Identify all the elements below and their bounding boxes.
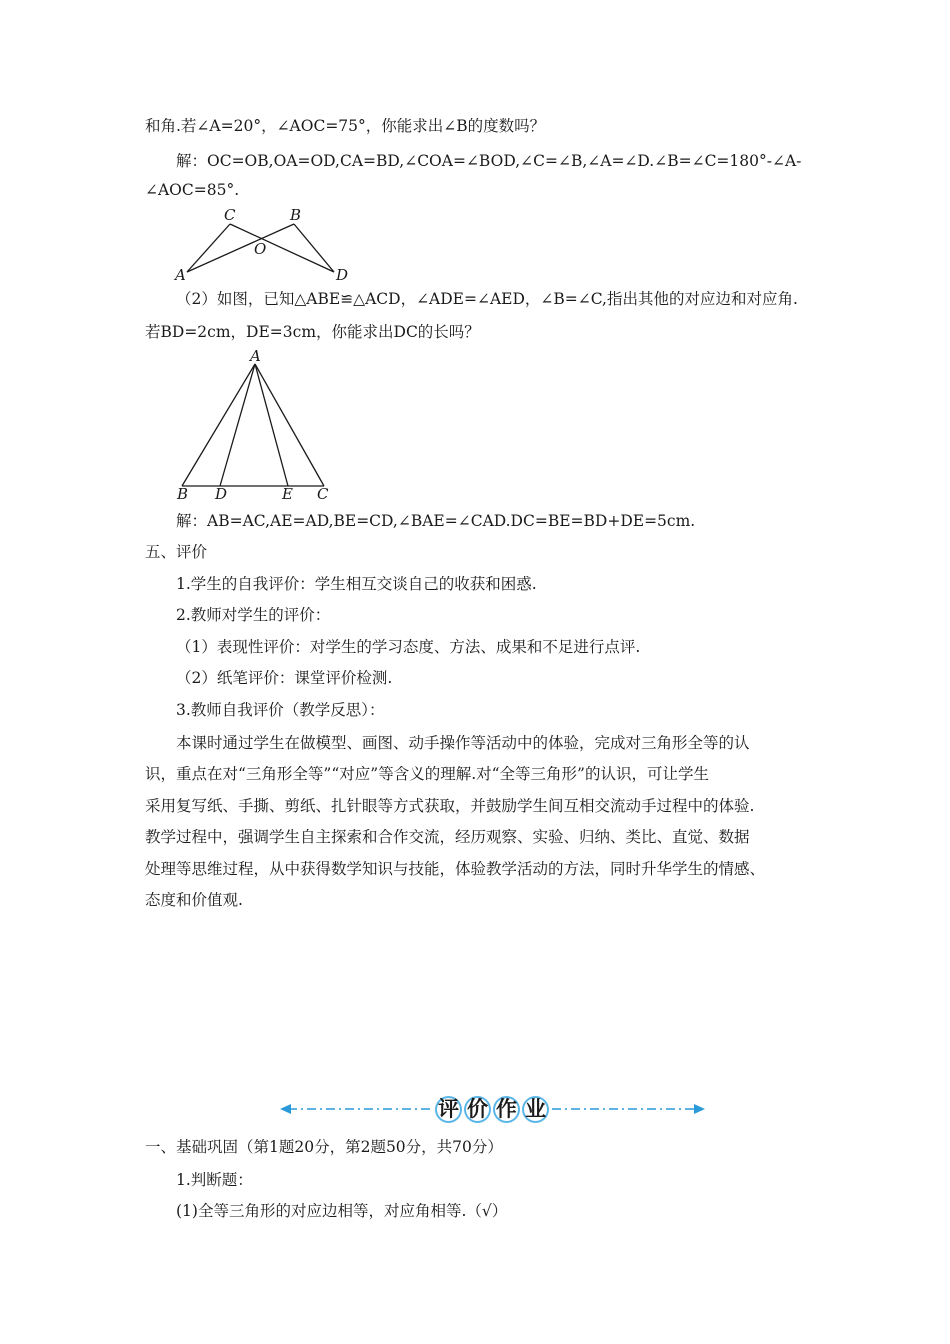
figure1-label-b: B <box>290 206 302 224</box>
figure2-label-b: B <box>177 485 189 503</box>
text-line: 2.教师对学生的评价： <box>176 606 331 624</box>
paragraph-line: 识，重点在对“三角形全等”“对应”等含义的理解.对“全等三角形”的认识，可让学生 <box>145 765 709 783</box>
figure1-label-c: C <box>224 206 236 224</box>
banner-char: 作 <box>493 1096 520 1123</box>
figure2-label-a: A <box>250 347 261 365</box>
text-line: 1.学生的自我评价：学生相互交谈自己的收获和困惑. <box>176 575 537 593</box>
text-line: ∠AOC=85°. <box>145 181 240 199</box>
paragraph-line: 态度和价值观. <box>145 891 243 909</box>
banner-char: 评 <box>435 1096 462 1123</box>
text-line: (1)全等三角形的对应边相等，对应角相等.（√） <box>176 1202 508 1220</box>
figure-crossed-triangles <box>170 204 360 284</box>
text-line: （2）如图，已知△ABE≌△ACD，∠ADE=∠AED，∠B=∠C,指出其他的对应边和对应角. <box>176 290 798 308</box>
text-line: 若BD=2cm，DE=3cm，你能求出DC的长吗？ <box>145 323 480 341</box>
banner-char: 价 <box>464 1096 491 1123</box>
banner-title <box>435 1095 549 1123</box>
section-heading: 一、基础巩固（第1题20分，第2题50分，共70分） <box>145 1138 503 1156</box>
figure2-label-e: E <box>282 485 293 503</box>
figure1-label-o: O <box>254 240 267 258</box>
figure2-label-d: D <box>215 485 228 503</box>
text-line: （2）纸笔评价：课堂评价检测. <box>176 669 393 687</box>
paragraph-line: 处理等思维过程，从中获得数学知识与技能，体验教学活动的方法，同时升华学生的情感、 <box>145 860 766 878</box>
figure2-label-c: C <box>317 485 329 503</box>
text-line: 3.教师自我评价（教学反思）： <box>176 701 385 719</box>
paragraph-line: 本课时通过学生在做模型、画图、动手操作等活动中的体验，完成对三角形全等的认 <box>176 734 750 752</box>
figure1-label-d: D <box>336 266 349 284</box>
text-line: 和角.若∠A=20°，∠AOC=75°，你能求出∠B的度数吗？ <box>145 117 546 135</box>
text-line: （1）表现性评价：对学生的学习态度、方法、成果和不足进行点评. <box>176 638 641 656</box>
figure-isosceles-triangle <box>170 346 340 504</box>
banner-char: 业 <box>522 1096 549 1123</box>
text-line: 1.判断题： <box>176 1171 253 1189</box>
figure1-label-a: A <box>175 266 186 284</box>
text-line: 解：OC=OB,OA=OD,CA=BD,∠COA=∠BOD,∠C=∠B,∠A=∠D.∠B=∠C=180°-∠A- <box>176 152 802 170</box>
paragraph-line: 教学过程中，强调学生自主探索和合作交流，经历观察、实验、归纳、类比、直觉、数据 <box>145 828 750 846</box>
text-line: 解：AB=AC,AE=AD,BE=CD,∠BAE=∠CAD.DC=BE=BD+DE=5cm. <box>176 512 696 530</box>
section-heading: 五、评价 <box>145 543 208 561</box>
paragraph-line: 采用复写纸、手撕、剪纸、扎针眼等方式获取，并鼓励学生间互相交流动手过程中的体验. <box>145 797 755 815</box>
